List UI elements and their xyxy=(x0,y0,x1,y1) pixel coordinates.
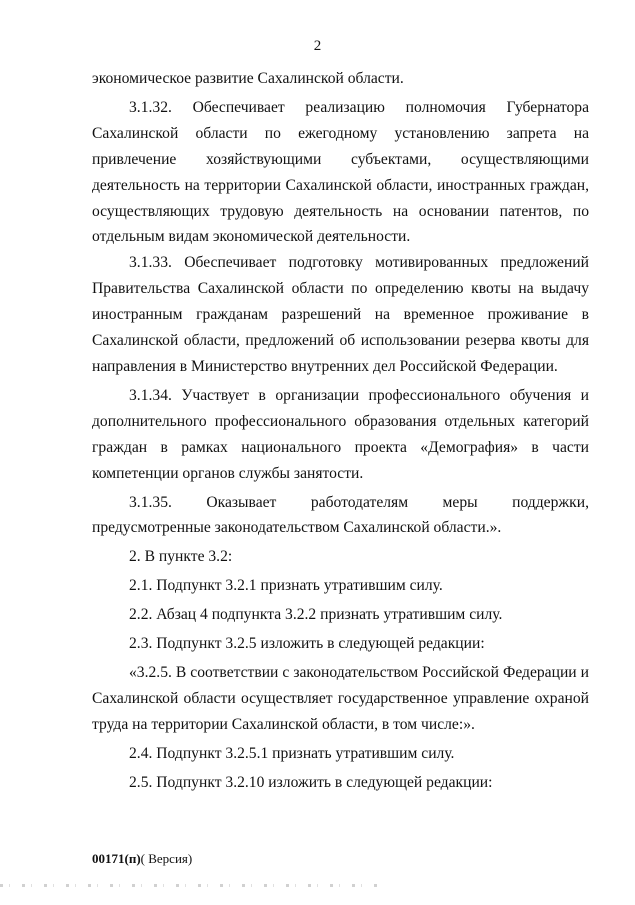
scan-artifact-line xyxy=(0,884,380,887)
paragraph-item-2-4: 2.4. Подпункт 3.2.5.1 признать утратившим силу. xyxy=(129,744,455,762)
paragraph-item-2-1: 2.1. Подпункт 3.2.1 признать утратившим силу. xyxy=(129,577,443,595)
page-number: 2 xyxy=(313,38,322,54)
document-version: ( Версия) xyxy=(140,851,193,866)
paragraph-3-2-5-quote: «3.2.5. В соответствии с законодательством Российской Федерации и Сахалинской области осуществляет государственное управление охраной труда на территории Сахалинской области, в том числе:». xyxy=(92,663,589,733)
paragraph-3-1-34: 3.1.34. Участвует в организации профессионального обучения и дополнительного профессионального образования отдельных категорий граждан в рамках национального проекта «Демография» в части компетенции органов службы занятости. xyxy=(92,386,589,482)
document-footer xyxy=(92,851,192,867)
paragraph-3-1-33: 3.1.33. Обеспечивает подготовку мотивированных предложений Правительства Сахалинской области по определению квоты на выдачу иностранным гражданам разрешений на временное проживание в Сахалинской области, предложений об использовании резерва квоты для направления в Министерство внутренних дел Российской Федерации. xyxy=(92,254,589,375)
paragraph-item-2-2: 2.2. Абзац 4 подпункта 3.2.2 признать утратившим силу. xyxy=(129,606,503,624)
paragraph-item-2-3: 2.3. Подпункт 3.2.5 изложить в следующей редакции: xyxy=(129,635,485,653)
paragraph-item-2-5: 2.5. Подпункт 3.2.10 изложить в следующей редакции: xyxy=(129,773,493,791)
paragraph-3-1-35: 3.1.35. Оказывает работодателям меры поддержки, предусмотренные законодательством Сахалинской области.». xyxy=(92,493,589,537)
paragraph-item-2: 2. В пункте 3.2: xyxy=(129,548,233,566)
paragraph-continuation: экономическое развитие Сахалинской области. xyxy=(92,70,404,87)
paragraph-3-1-32: 3.1.32. Обеспечивает реализацию полномочия Губернатора Сахалинской области по ежегодному установлению запрета на привлечение хозяйствующими субъектами, осуществляющими деятельность на территории Сахалинской области, иностранных граждан, осуществляющих трудовую деятельность на основании патентов, по отдельным видам экономической деятельности. xyxy=(92,98,589,246)
document-body xyxy=(92,66,589,795)
document-code: 00171(п) xyxy=(92,851,141,866)
